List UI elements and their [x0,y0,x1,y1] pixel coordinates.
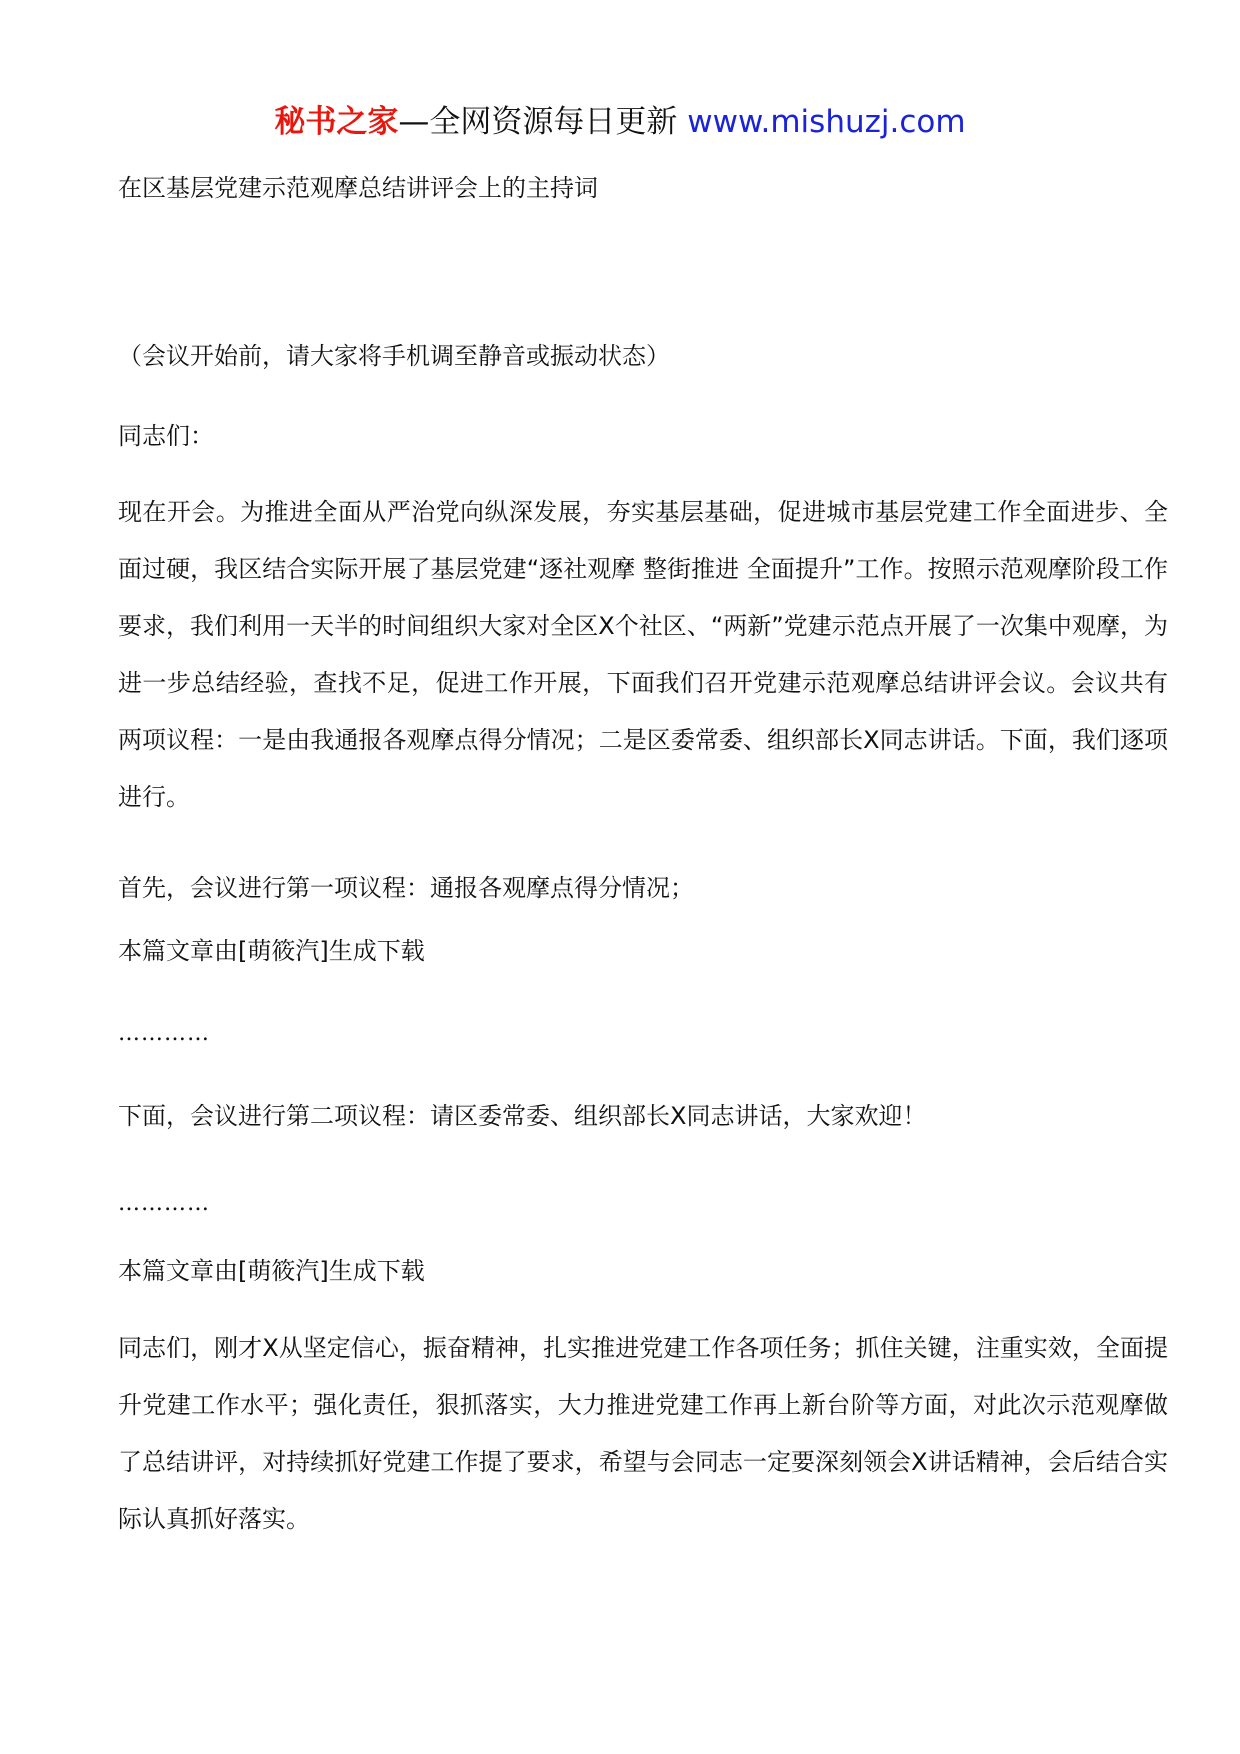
site-header-banner [0,100,1240,144]
site-brand: 秘书之家 [274,104,399,140]
document-title: 在区基层党建示范观摩总结讲评会上的主持词 [118,174,598,202]
ellipsis: ………… [118,1191,210,1216]
agenda-item-2: 下面，会议进行第二项议程：请区委常委、组织部长X同志讲话，大家欢迎！ [118,1102,927,1130]
closing-paragraph: 同志们，刚才X从坚定信心，振奋精神，扎实推进党建工作各项任务；抓住关键，注重实效，全面提升党建工作水平；强化责任，狠抓落实，大力推进党建工作再上新台阶等方面，对此次示范观摩做了总结讲评，对持续抓好党建工作提了要求，希望与会同志一定要深刻领会X讲话精神，会后结合实际认真抓好落实。 [118,1334,1168,1533]
greeting: 同志们： [118,422,214,450]
ellipsis: ………… [118,1021,210,1046]
download-watermark: 本篇文章由[萌筱汽]生成下载 [118,937,425,965]
opening-paragraph: 现在开会。为推进全面从严治党向纵深发展，夯实基层基础，促进城市基层党建工作全面进步、全面过硬，我区结合实际开展了基层党建“逐社观摩 整街推进 全面提升”工作。按照示范观摩阶段工作要求，我们利用一天半的时间组织大家对全区X个社区、“两新”党建示范点开展了一次集中观摩，为进一步总结经验，查找不足，促进工作开展，下面我们召开党建示范观摩总结讲评会议。会议共有两项议程：一是由我通报各观摩点得分情况；二是区委常委、组织部长X同志讲话。下面，我们逐项进行。 [118,498,1168,811]
meeting-note: （会议开始前，请大家将手机调至静音或振动状态） [118,342,670,370]
download-watermark: 本篇文章由[萌筱汽]生成下载 [118,1257,425,1285]
site-tagline: —全网资源每日更新 [398,104,688,140]
agenda-item-1: 首先，会议进行第一项议程：通报各观摩点得分情况； [118,874,694,902]
site-url-link[interactable]: www.mishuzj.com [687,104,966,140]
